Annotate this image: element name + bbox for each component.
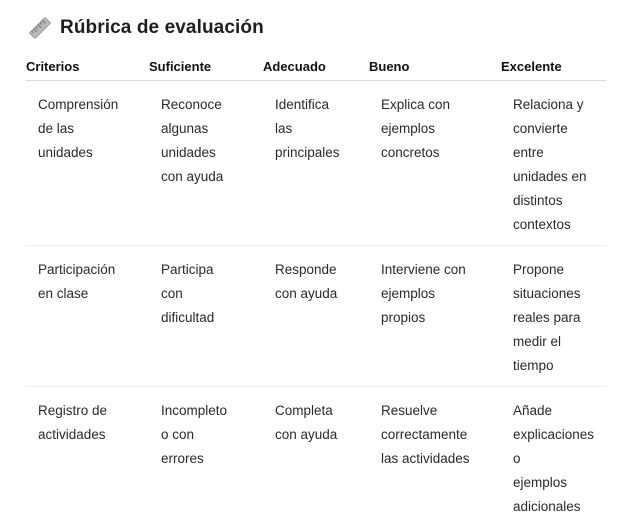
excelente-cell: Añade explicaciones o ejemplos adicionales [513, 403, 595, 514]
header-bueno: Bueno [369, 58, 410, 74]
criterion-cell: Participación en clase [38, 262, 116, 301]
ruler-icon [28, 16, 52, 40]
table-row [26, 246, 606, 387]
page-title: Rúbrica de evaluación [60, 17, 264, 38]
bueno-cell: Resuelve correctamente las actividades [381, 403, 470, 466]
adecuado-cell: Identifica las principales [275, 97, 340, 160]
adecuado-cell: Responde con ayuda [275, 262, 338, 301]
rubric-table [26, 52, 606, 527]
criterion-cell: Registro de actividades [38, 403, 108, 442]
excelente-cell: Relaciona y convierte entre unidades en distintos contextos [513, 97, 587, 232]
header-adecuado: Adecuado [263, 58, 326, 74]
criterion-cell: Comprensión de las unidades [38, 97, 119, 160]
suficiente-cell: Reconoce algunas unidades con ayuda [161, 97, 224, 184]
page-title-row [28, 14, 264, 42]
bueno-cell: Interviene con ejemplos propios [381, 262, 466, 325]
suficiente-cell: Incompleto o con errores [161, 403, 228, 466]
table-row [26, 81, 606, 246]
header-suficiente: Suficiente [149, 58, 212, 74]
header-criterios: Criterios [26, 58, 80, 74]
header-excelente: Excelente [501, 58, 562, 74]
bueno-cell: Explica con ejemplos concretos [381, 97, 451, 160]
rubric-header-row [26, 52, 606, 81]
adecuado-cell: Completa con ayuda [275, 403, 338, 442]
table-row [26, 387, 606, 527]
suficiente-cell: Participa con dificultad [161, 262, 215, 325]
excelente-cell: Propone situaciones reales para medir el tiempo [513, 262, 581, 373]
